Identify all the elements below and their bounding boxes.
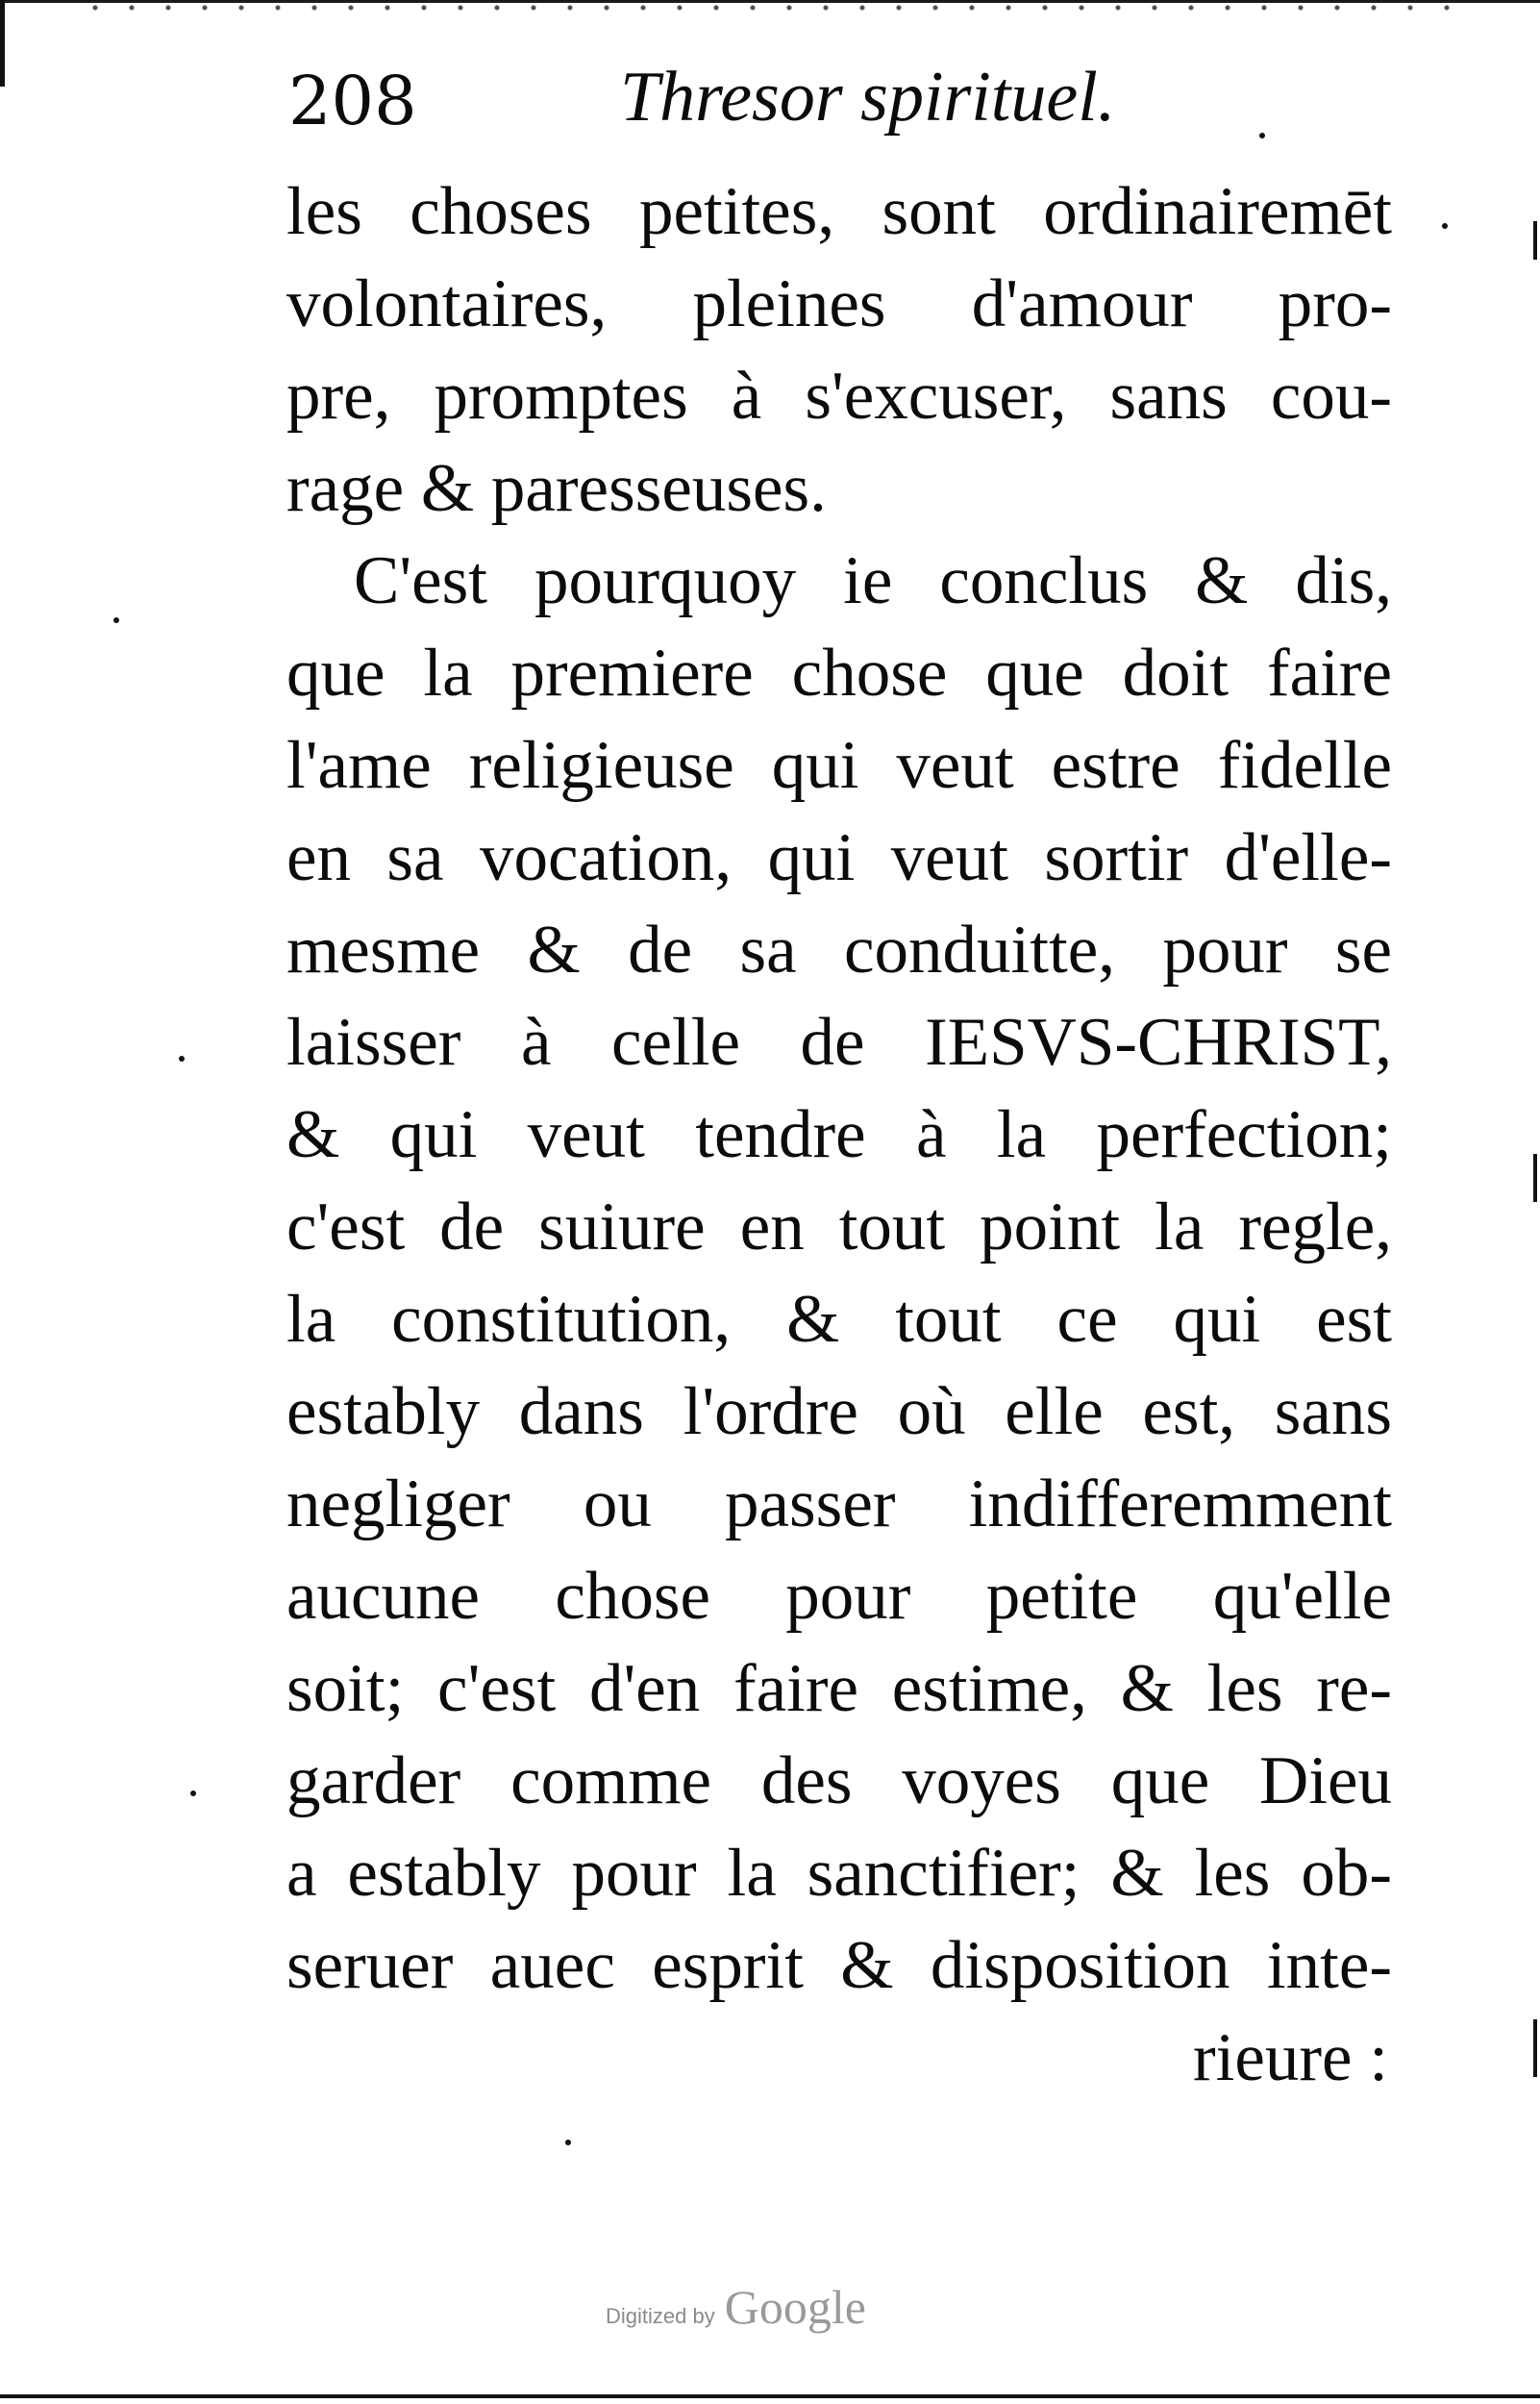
ink-speck [190,1790,196,1796]
running-head: Thresor spirituel. [620,58,1116,137]
text-line: la constitution, & tout ce qui est [286,1282,1392,1357]
scan-edge-dots [77,4,1461,12]
text-line: en sa vocation, qui veut sortir d'elle- [286,820,1392,895]
text-line: negliger ou passer indifferemment [286,1466,1392,1541]
ink-speck [179,1056,185,1062]
text-line: estably dans l'ordre où elle est, sans [286,1374,1392,1449]
text-line: C'est pourquoy ie conclus & dis, [354,543,1392,618]
ink-speck [1259,133,1265,138]
google-wordmark: Google [724,2280,866,2334]
text-line: mesme & de sa conduitte, pour se [286,913,1392,988]
catchword: rieure : [1192,2020,1388,2095]
text-line: rage & paresseuses. [286,451,827,526]
text-line: seruer auec esprit & disposition inte- [286,1928,1392,2003]
text-line: que la premiere chose que doit faire [286,636,1392,711]
ink-speck [113,617,119,623]
ink-speck [1442,223,1448,229]
text-line: laisser à celle de IESVS-CHRIST, [286,1005,1392,1080]
text-line: volontaires, pleines d'amour pro- [286,266,1392,341]
scan-edge-right-mark [1533,2019,1537,2077]
text-line: soit; c'est d'en faire estime, & les re- [286,1651,1392,1726]
page-number: 208 [288,62,417,140]
ink-speck [565,2140,571,2145]
text-line: pre, promptes à s'excuser, sans cou- [286,359,1392,434]
digitized-watermark [606,2279,952,2346]
text-line: aucune chose pour petite qu'elle [286,1559,1392,1634]
digitized-by-label: Digitized by [606,2304,715,2328]
text-line: garder comme des voyes que Dieu [286,1743,1392,1818]
scan-edge-right-mark [1533,221,1537,260]
scan-edge-right-mark [1533,1154,1537,1202]
text-line: a estably pour la sanctifier; & les ob- [286,1836,1392,1911]
text-line: l'ame religieuse qui veut estre fidelle [286,728,1392,803]
text-line: c'est de suiure en tout point la regle, [286,1189,1392,1265]
body-text [286,165,1392,2104]
text-line: les choses petites, sont ordinairemēt [286,174,1392,249]
page-header [288,48,1154,154]
scan-edge-left [0,0,5,87]
scan-edge-bottom [0,2394,1540,2398]
text-line: & qui veut tendre à la perfection; [286,1097,1392,1172]
